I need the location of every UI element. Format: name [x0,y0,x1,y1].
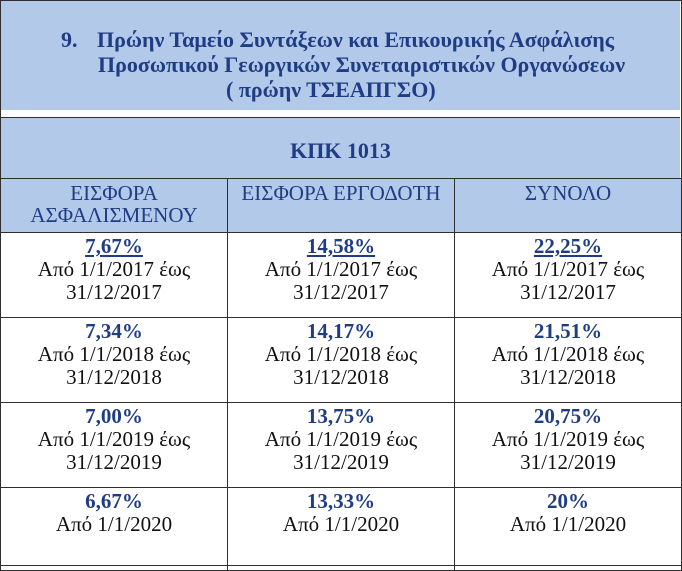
rate-value: 7,67% [85,234,143,258]
period-start: Από 1/1/2018 έως [491,342,645,366]
table-cell [228,318,455,403]
period-start: Από 1/1/2020 [509,512,627,536]
rate-value: 20% [547,489,589,513]
table-cell [455,488,682,571]
title-text-1: Πρώην Ταμείο Συντάξεων και Επικουρικής Ασφάλισης [97,27,615,52]
rate-value: 13,33% [306,489,376,513]
period-end: 31/12/2018 [66,365,162,389]
section-number: 9. [61,27,78,52]
period-end: 31/12/2017 [520,280,616,304]
table-cell [1,318,228,403]
title-line-1 [61,27,614,52]
rate-value: 7,00% [85,404,143,428]
table-row [1,488,682,571]
table-cell [228,233,455,318]
rate-value: 7,34% [85,319,143,343]
rate-value: 6,67% [85,489,143,513]
period-start: Από 1/1/2019 έως [491,427,645,451]
period-start: Από 1/1/2017 έως [37,257,191,281]
table-cell [228,488,455,571]
period-start: Από 1/1/2017 έως [491,257,645,281]
header-employer-contribution: ΕΙΣΦΟΡΑ ΕΡΓΟΔΟΤΗ [228,179,455,233]
period-end: 31/12/2019 [66,450,162,474]
period-start: Από 1/1/2020 [55,512,173,536]
rate-value: 21,51% [533,319,603,343]
rate-value: 14,58% [306,234,376,258]
code-header [1,117,680,178]
document-header [1,1,680,110]
rate-value: 22,25% [533,234,603,258]
table-cell [1,233,228,318]
table-cell [455,318,682,403]
period-start: Από 1/1/2018 έως [37,342,191,366]
table-header-row [1,179,682,233]
rate-value: 20,75% [533,404,603,428]
period-end: 31/12/2017 [66,280,162,304]
period-start: Από 1/1/2018 έως [264,342,418,366]
table-row [1,318,682,403]
period-end: 31/12/2019 [520,450,616,474]
table-cell [228,403,455,488]
period-start: Από 1/1/2020 [282,512,400,536]
kpk-code: ΚΠΚ 1013 [290,138,391,163]
period-end: 31/12/2017 [293,280,389,304]
period-end: 31/12/2019 [293,450,389,474]
table-cell [455,233,682,318]
header-total: ΣΥΝΟΛΟ [455,179,682,233]
period-end: 31/12/2018 [520,365,616,389]
title-line-2: Προσωπικού Γεωργικών Συνεταιριστικών Οργανώσεων [98,52,626,77]
period-start: Από 1/1/2019 έως [264,427,418,451]
period-start: Από 1/1/2019 έως [37,427,191,451]
header-insured-contribution: ΕΙΣΦΟΡΑ ΑΣΦΑΛΙΣΜΕΝΟΥ [1,179,228,233]
table-cell [1,488,228,571]
rate-value: 14,17% [306,319,376,343]
rate-value: 13,75% [306,404,376,428]
table-row [1,233,682,318]
table-cell [1,403,228,488]
period-start: Από 1/1/2017 έως [264,257,418,281]
table-row [1,403,682,488]
title-line-3: ( πρώην ΤΣΕΑΠΓΣΟ) [226,77,436,102]
contribution-table [0,178,682,571]
period-end: 31/12/2018 [293,365,389,389]
table-cell [455,403,682,488]
